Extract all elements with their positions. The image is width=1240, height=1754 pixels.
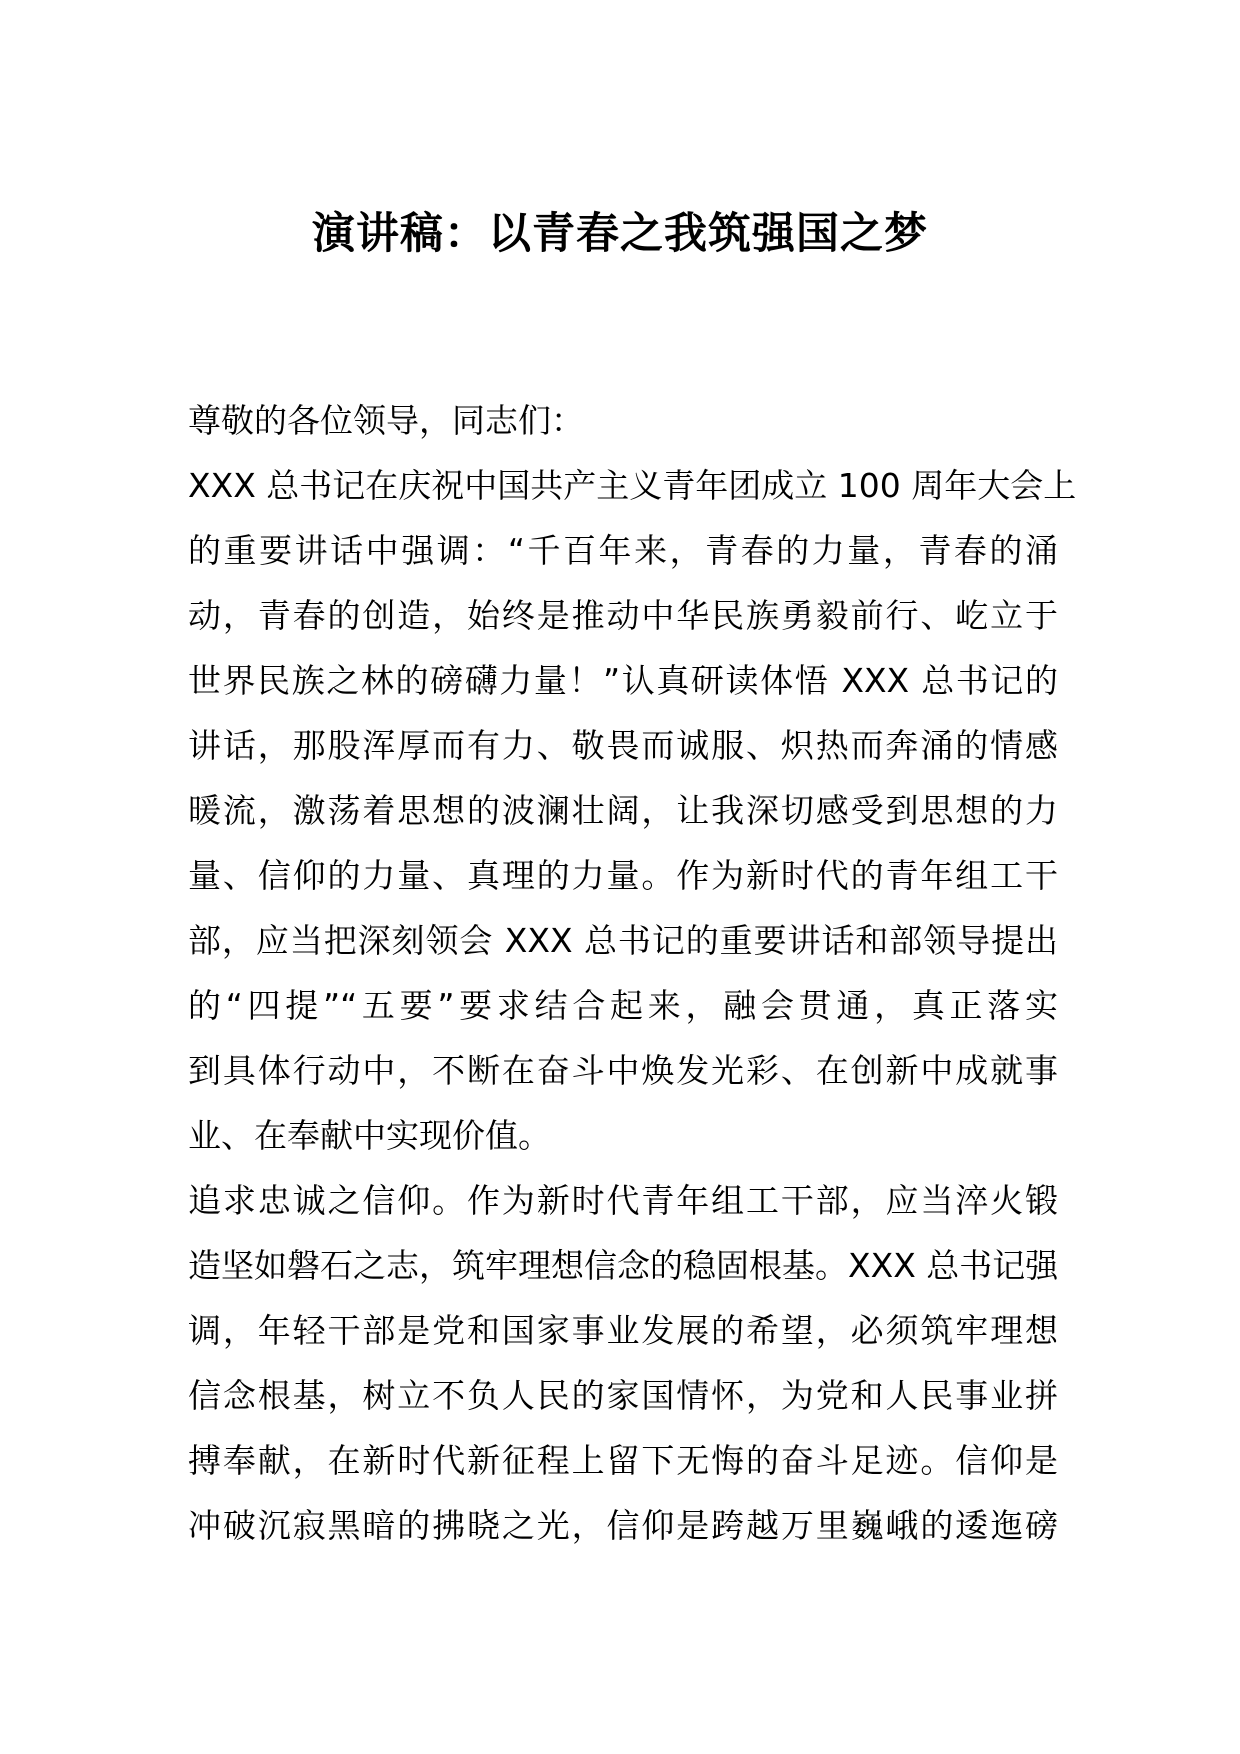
document-body [188,388,1077,1558]
paragraph-1-line: 到具体行动中，不断在奋斗中焕发光彩、在创新中成就事 [188,1051,1058,1090]
paragraph-1-line: 量、信仰的力量、真理的力量。作为新时代的青年组工干 [188,856,1058,895]
paragraph-2-line: 搏奉献，在新时代新征程上留下无悔的奋斗足迹。信仰是 [188,1441,1058,1480]
paragraph-2-line: 追求忠诚之信仰。作为新时代青年组工干部，应当淬火锻 [188,1181,1058,1220]
paragraph-2-line: 造坚如磐石之志，筑牢理想信念的稳固根基。XXX 总书记强 [188,1246,1059,1285]
paragraph-2-line: 冲破沉寂黑暗的拂晓之光，信仰是跨越万里巍峨的逶迤磅 [188,1506,1058,1545]
paragraph-1-line: 部，应当把深刻领会 XXX 总书记的重要讲话和部领导提出 [188,921,1058,960]
paragraph-2-line: 调，年轻干部是党和国家事业发展的希望，必须筑牢理想 [188,1311,1058,1350]
salutation: 尊敬的各位领导，同志们： [188,401,584,440]
document-title: 演讲稿：以青春之我筑强国之梦 [312,209,928,259]
paragraph-1-line: 讲话，那股浑厚而有力、敬畏而诚服、炽热而奔涌的情感 [188,726,1058,765]
paragraph-1-line: 的“四提”“五要”要求结合起来，融会贯通，真正落实 [188,986,1058,1025]
paragraph-1-line: 业、在奉献中实现价值。 [188,1116,551,1155]
paragraph-1-line: 世界民族之林的磅礴力量！”认真研读体悟 XXX 总书记的 [188,661,1058,700]
paragraph-1-line: 的重要讲话中强调：“千百年来，青春的力量，青春的涌 [188,531,1058,570]
paragraph-1-line: XXX 总书记在庆祝中国共产主义青年团成立 100 周年大会上 [188,466,1077,505]
paragraph-2-line: 信念根基，树立不负人民的家国情怀，为党和人民事业拼 [188,1376,1058,1415]
paragraph-1-line: 动，青春的创造，始终是推动中华民族勇毅前行、屹立于 [188,596,1058,635]
paragraph-1-line: 暖流，激荡着思想的波澜壮阔，让我深切感受到思想的力 [188,791,1058,830]
